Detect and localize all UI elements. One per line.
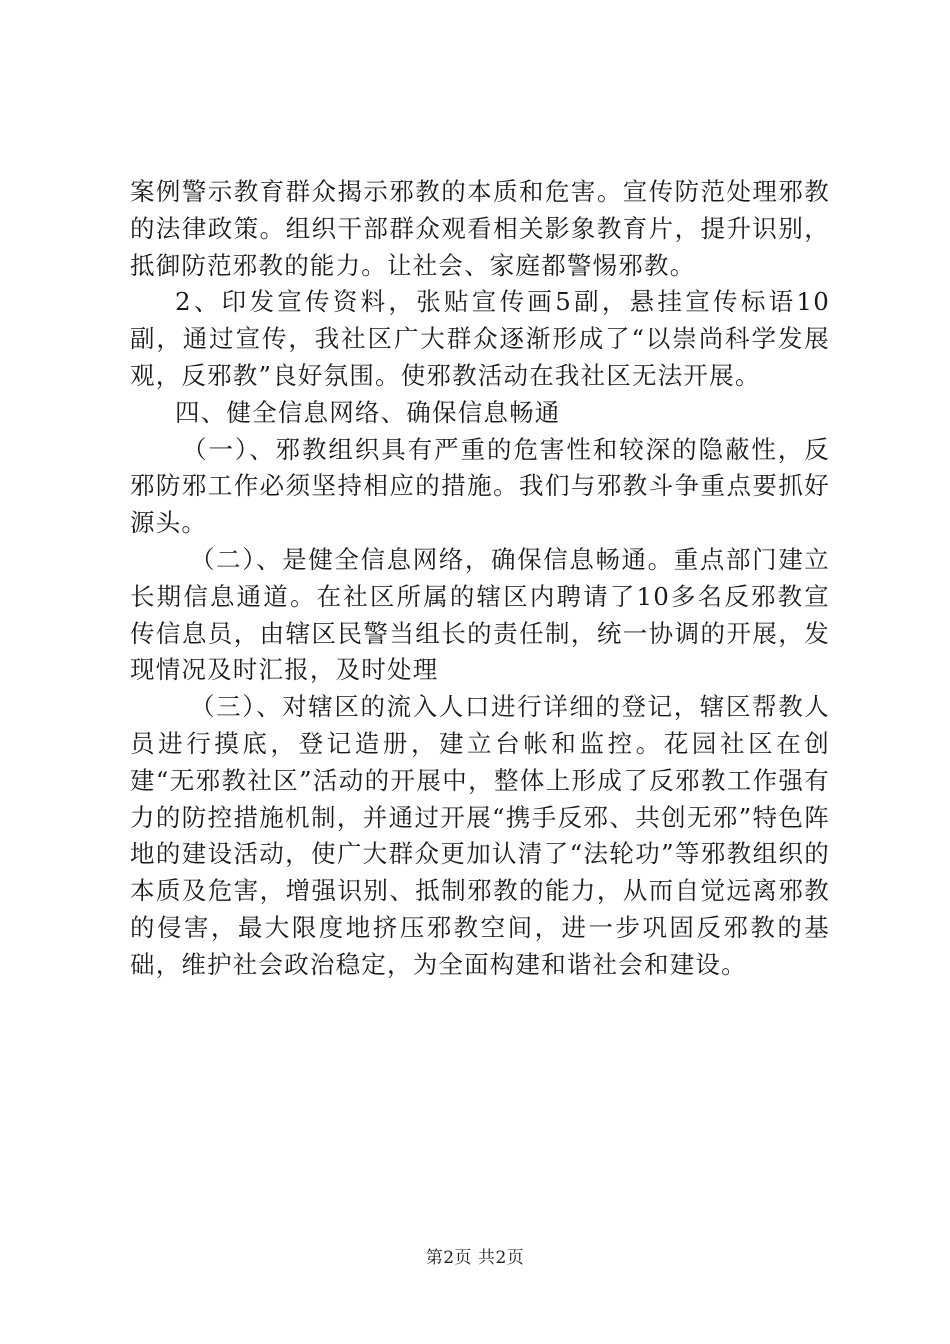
paragraph-promotion-materials: 2、印发宣传资料，张贴宣传画5副，悬挂宣传标语10副，通过宣传，我社区广大群众逐渐形成了“以崇尚科学发展观，反邪教”良好氛围。使邪教活动在我社区无法开展。 xyxy=(130,287,830,390)
document-body xyxy=(130,174,830,984)
paragraph-case-education: 案例警示教育群众揭示邪教的本质和危害。宣传防范处理邪教的法律政策。组织干部群众观看相关影象教育片，提升识别，抵御防范邪教的能力。让社会、家庭都警惕邪教。 xyxy=(130,177,830,280)
section-heading-info-network: 四、健全信息网络、确保信息畅通 xyxy=(175,397,561,427)
page-number-footer: 第2页 共2页 xyxy=(425,1248,525,1268)
paragraph-item-two: （二）、是健全信息网络，确保信息畅通。重点部门建立长期信息通道。在社区所属的辖区内聘请了10多名反邪教宣传信息员，由辖区民警当组长的责任制，统一协调的开展，发现情况及时汇报，及时处理 xyxy=(130,544,830,685)
paragraph-item-three: （三）、对辖区的流入人口进行详细的登记，辖区帮教人员进行摸底，登记造册，建立台帐和监控。花园社区在创建“无邪教社区”活动的开展中，整体上形成了反邪教工作强有力的防控措施机制，并通过开展“携手反邪、共创无邪”特色阵地的建设活动，使广大群众更加认清了“法轮功”等邪教组织的本质及危害，增强识别、抵制邪教的能力，从而自觉远离邪教的侵害，最大限度地挤压邪教空间，进一步巩固反邪教的基础，维护社会政治稳定，为全面构建和谐社会和建设。 xyxy=(130,692,830,979)
paragraph-item-one: （一）、邪教组织具有严重的危害性和较深的隐蔽性，反邪防邪工作必须坚持相应的措施。我们与邪教斗争重点要抓好源头。 xyxy=(130,434,830,538)
